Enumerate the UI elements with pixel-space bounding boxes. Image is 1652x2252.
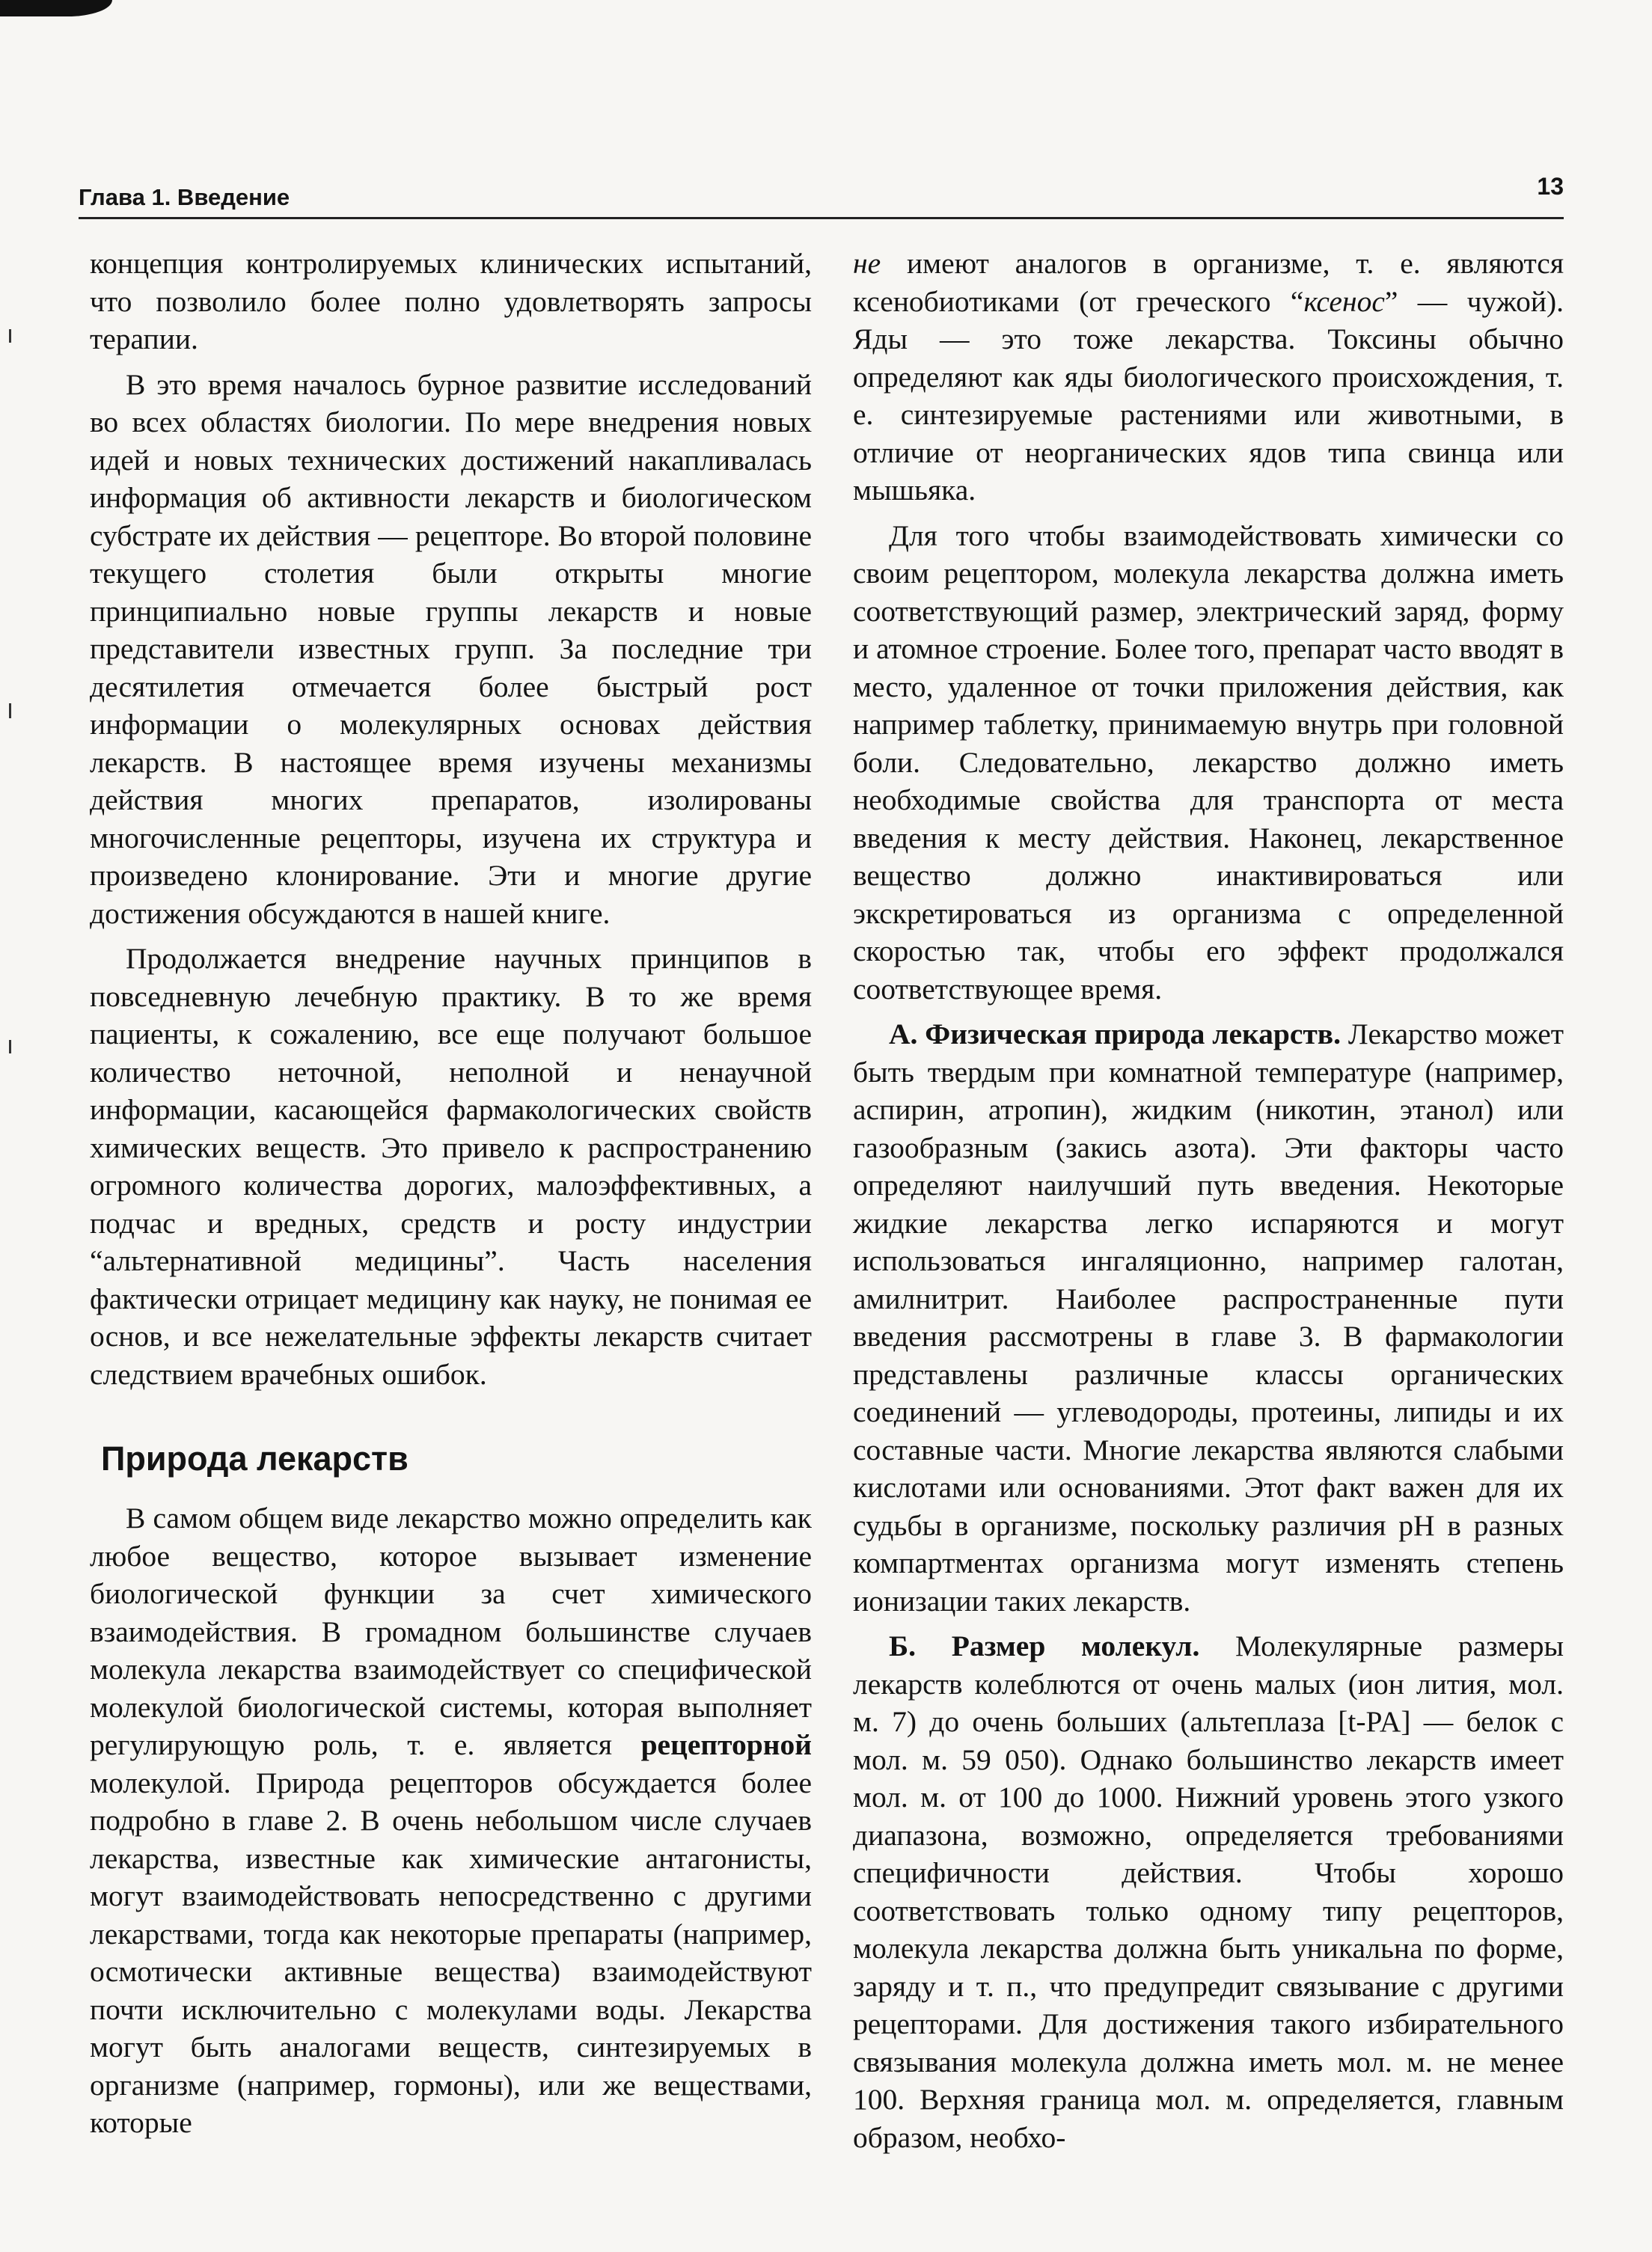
right-column xyxy=(853,245,1564,2164)
text-run: ” — чужой). Яды — это тоже лекарства. Токсины обычно определяют как яды биологического происхождения, т. е. синтезируемые растениями или животными, в отличие от неорганических ядов типа свинца или мышьяка. xyxy=(853,284,1564,507)
scan-margin-mark xyxy=(9,329,11,343)
text-run: Молекулярные размеры лекарств колеблются от очень малых (ион лития, мол. м. 7) до очень больших (альтеплаза [t-PA] — белок с мол. м. 59 050). Однако большинство лекарств имеет мол. м. от 100 до 1000. Нижний уровень этого узкого диапазона, возможно, определяется требованиями специфичности действия. Чтобы хорошо соответствовать только одному типу рецепторов, молекула лекарства должна быть уникальна по форме, заряду и т. п., что предупредит связывание с другими рецепторами. Для достижения такого избирательного связывания молекула должна иметь мол. м. не менее 100. Верхняя граница мол. м. определяется, главным образом, необхо- xyxy=(853,1630,1564,2154)
scan-corner-mark xyxy=(0,0,112,16)
scan-margin-mark xyxy=(9,1040,11,1053)
left-column xyxy=(90,245,812,2150)
paragraph: Продолжается внедрение научных принципов в повседневную лечебную практику. В то же время пациенты, к сожалению, все еще получают большое количество неточной, неполной и ненаучной информации, касающейся фармакологических свойств химических веществ. Это привело к распространению огромного количества дорогих, малоэффективных, а подчас и вредных, средств и росту индустрии “альтернативной медицины”. Часть населения фактически отрицает медицину как науку, не понимая ее основ, и все нежелательные эффекты лекарств считает следствием врачебных ошибок. xyxy=(90,942,812,1391)
text-run: молекулой. Природа рецепторов обсуждается более подробно в главе 2. В очень небольшом числе случаев лекарства, известные как химические антагонисты, могут взаимодействовать непосредственно с другими лекарствами, тогда как некоторые препараты (например, осмотически активные вещества) взаимодействуют почти исключительно с молекулами воды. Лекарства могут быть аналогами веществ, синтезируемых в организме (например, гормоны), или же веществами, которые xyxy=(90,1766,812,2139)
chapter-title: Глава 1. Введение xyxy=(79,184,290,210)
text-run: Лекарство может быть твердым при комнатной температуре (например, аспирин, атропин), жидким (никотин, этанол) или газообразным (закись азота). Эти факторы часто определяют наилучший путь введения. Некоторые жидкие лекарства легко испаряются и могут использоваться ингаляционно, например галотан, амилнитрит. Наиболее распространенные пути введения рассмотрены в главе 3. В фармакологии представлены различные классы органических соединений — углеводороды, протеины, липиды и их составные части. Многие лекарства являются слабыми кислотами или основаниями. Этот факт важен для их судьбы в организме, поскольку различия pH в разных компартментах организма могут изменять степень ионизации таких лекарств. xyxy=(853,1018,1564,1618)
scan-margin-mark xyxy=(9,703,11,718)
text-run: имеют аналогов в организме, т. е. являются ксенобиотиками (от греческого “ xyxy=(853,247,1564,318)
emphasis: не xyxy=(853,247,881,280)
paragraph xyxy=(853,1627,1564,2156)
emphasis: ксенос xyxy=(1303,284,1385,318)
running-header xyxy=(79,166,1564,219)
paragraph: Для того чтобы взаимодействовать химически со своим рецептором, молекула лекарства должна иметь соответствующий размер, электрический заряд, форму и атомное строение. Более того, препарат часто вводят в место, удаленное от точки приложения действия, как например таблетку, принимаемую внутрь при головной боли. Следовательно, лекарство должно иметь необходимые свойства для транспорта от места введения к месту действия. Наконец, лекарственное вещество должно инактивироваться или экскретироваться из организма с определенной скоростью так, чтобы его эффект продолжался соответствующее время. xyxy=(853,518,1564,1006)
subsection-heading: А. Физическая природа лекарств. xyxy=(889,1018,1342,1050)
text-run: В самом общем виде лекарство можно определить как любое вещество, которое вызывает изменение биологической функции за счет химического взаимодействия. В громадном большинстве случаев молекула лекарства взаимодействует со специфической молекулой биологической системы, которая выполняет регулирующую роль, т. е. является xyxy=(90,1502,812,1761)
paragraph: В это время началось бурное развитие исследований во всех областях биологии. По мере внедрения новых идей и новых технических достижений накапливалась информация об активности лекарств и биологическом субстрате их действия — рецепторе. Во второй половине текущего столетия были открыты многие принципиально новые группы лекарств и новые представители известных групп. За последние три десятилетия отмечается более быстрый рост информации о молекулярных основах действия лекарств. В настоящее время изучены механизмы действия многих препаратов, изолированы многочисленные рецепторы, изучена их структура и произведено клонирование. Эти и многие другие достижения обсуждаются в нашей книге. xyxy=(90,367,812,930)
paragraph xyxy=(90,1499,812,2142)
paragraph xyxy=(853,1015,1564,1620)
paragraph xyxy=(853,245,1564,510)
paragraph: концепция контролируемых клинических испытаний, что позволило более полно удовлетворять запросы терапии. xyxy=(90,247,812,355)
bold-term: рецепторной xyxy=(640,1728,813,1761)
subsection-heading: Б. Размер молекул. xyxy=(889,1630,1200,1662)
page-number: 13 xyxy=(1537,173,1564,200)
section-heading: Природа лекарств xyxy=(101,1439,409,1478)
